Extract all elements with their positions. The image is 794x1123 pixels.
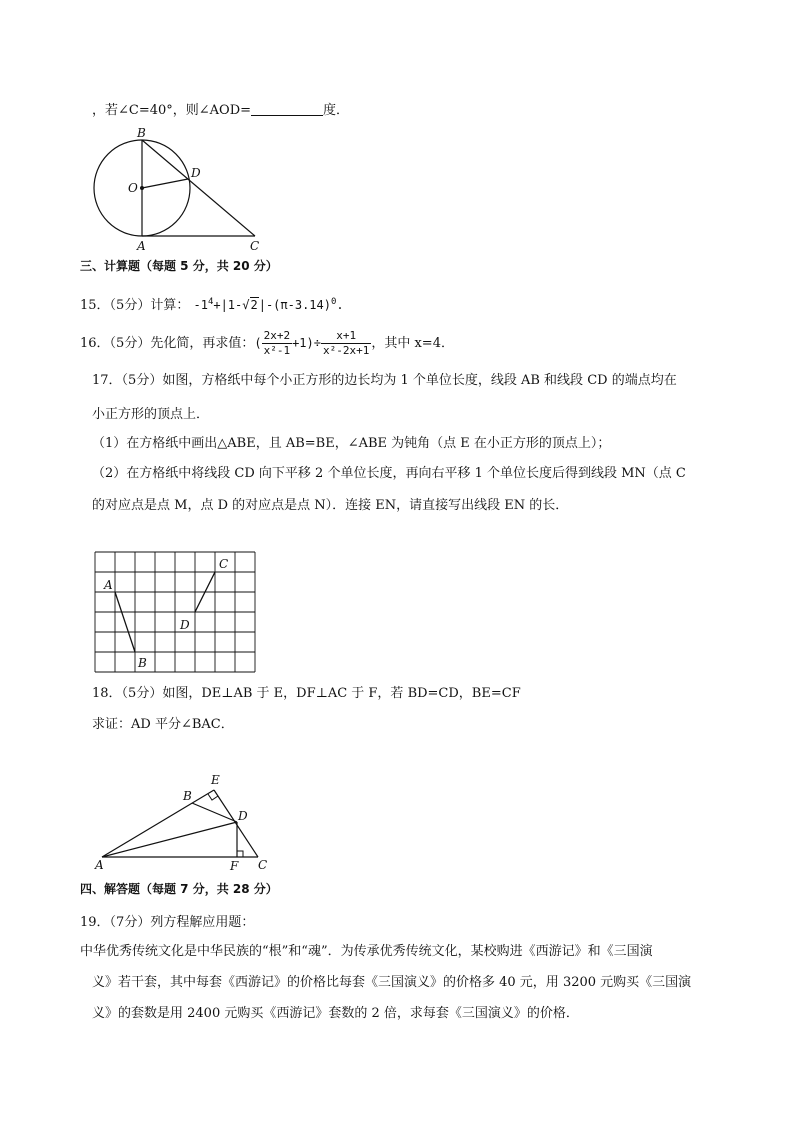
q18-line-1: 18．（5分）如图，DE⊥AB 于 E，DF⊥AC 于 F，若 BD=CD，BE=CF xyxy=(92,686,521,701)
q17-part-2-line-2: 的对应点是点 M，点 D 的对应点是点 N）．连接 EN，请直接写出线段 EN 的长． xyxy=(92,498,569,513)
figure-grid xyxy=(94,551,259,675)
q17-line-2: 小正方形的顶点上． xyxy=(92,407,210,422)
q19-line-4: 义》的套数是用 2400 元购买《西游记》套数的 2 倍，求每套《三国演义》的价格． xyxy=(92,1006,579,1021)
section-3-title: 三、计算题（每题 5 分，共 20 分） xyxy=(80,259,278,273)
q16-number: 16． xyxy=(80,336,110,351)
q17-line-1: 17．（5分）如图，方格纸中每个小正方形的边长均为 1 个单位长度，线段 AB 和线段 CD 的端点均在 xyxy=(92,373,677,388)
q15-score: （5分） xyxy=(109,298,151,313)
segment-bc xyxy=(142,140,255,236)
fraction-1-denominator: x²-1 xyxy=(263,344,291,357)
q15-term-c: |-(π-3.14) xyxy=(258,298,331,312)
segment-ec xyxy=(214,790,258,857)
section-4-title: 四、解答题（每题 7 分，共 28 分） xyxy=(80,882,278,896)
figure-circle-tangent xyxy=(85,124,275,254)
grid-label-b: B xyxy=(138,656,147,670)
grid-label-c: C xyxy=(219,557,229,571)
q15-sqrt: 2 xyxy=(250,298,258,312)
q18-line-2: 求证：AD 平分∠BAC． xyxy=(92,717,234,732)
figure-triangle-bisector xyxy=(92,770,272,875)
q15-exp-a: 4 xyxy=(207,297,214,307)
right-angle-mark-e xyxy=(208,794,218,800)
fraction-2-numerator: x+1 xyxy=(336,329,357,342)
segment-ab xyxy=(115,592,135,652)
q19-line-3: 义》若干套，其中每套《西游记》的价格比每套《三国演义》的价格多 40 元，用 3200 元购买《三国演 xyxy=(92,975,692,990)
segment-ae xyxy=(102,790,214,857)
q16 xyxy=(80,326,454,361)
q19-line-2: 中华优秀传统文化是中华民族的“根”和“魂”．为传承优秀传统文化，某校购进《西游记》和《三国演 xyxy=(80,944,653,959)
q17-part-1: （1）在方格纸中画出△ABE，且 AB=BE，∠ABE 为钝角（点 E 在小正方形的顶点上）； xyxy=(92,436,611,451)
segment-bd xyxy=(192,803,237,822)
tri-label-c: C xyxy=(258,858,268,872)
fraction-1 xyxy=(262,329,293,358)
tri-label-e: E xyxy=(211,773,220,787)
q15 xyxy=(80,292,344,316)
q17-part-2-line-1: （2）在方格纸中将线段 CD 向下平移 2 个单位长度，再向右平移 1 个单位长度后得到线段 MN（点 C xyxy=(92,466,686,481)
label-d: D xyxy=(191,166,201,180)
q14-prefix: ，若∠C=40°，则∠AOD= xyxy=(92,103,252,118)
q15-term-b: +|1- xyxy=(213,298,243,312)
q15-number: 15． xyxy=(80,298,110,313)
label-o: O xyxy=(128,181,138,195)
label-c: C xyxy=(250,239,260,253)
label-b: B xyxy=(137,126,146,140)
q19-line-1: 19．（7分）列方程解应用题： xyxy=(80,915,255,930)
right-angle-mark-f xyxy=(237,851,243,857)
q15-exp-c: 0 xyxy=(330,297,337,307)
point-o xyxy=(140,186,144,190)
q16-text: 先化简，再求值： xyxy=(150,336,255,351)
segment-od xyxy=(142,179,188,188)
open-paren: ( xyxy=(254,336,262,350)
tri-label-b: B xyxy=(183,789,192,803)
q15-end: . xyxy=(336,298,344,312)
grid-label-a: A xyxy=(104,578,113,592)
tri-label-a: A xyxy=(95,858,104,872)
tri-label-d: D xyxy=(238,809,248,823)
label-a: A xyxy=(137,239,146,253)
q16-plus-one: +1)÷ xyxy=(292,336,321,350)
q16-score: （5分） xyxy=(109,336,151,351)
q15-text: 计算： xyxy=(150,298,190,313)
fraction-2 xyxy=(321,329,371,358)
fraction-1-numerator: 2x+2 xyxy=(263,329,291,342)
grid-label-d: D xyxy=(180,618,190,632)
tri-label-f: F xyxy=(230,859,239,873)
q15-expression: $-1^4+|1-√2|-(\pi-3.14)^0$. xyxy=(193,297,344,312)
q15-term-a: -1 xyxy=(193,298,208,312)
q16-tail: ，其中 x=4． xyxy=(371,336,454,351)
q14-suffix: 度． xyxy=(323,103,350,118)
q14-question-tail xyxy=(92,101,349,121)
fraction-2-denominator: x²-2x+1 xyxy=(322,344,370,357)
segment-ad xyxy=(102,822,237,857)
answer-blank[interactable] xyxy=(251,101,323,116)
